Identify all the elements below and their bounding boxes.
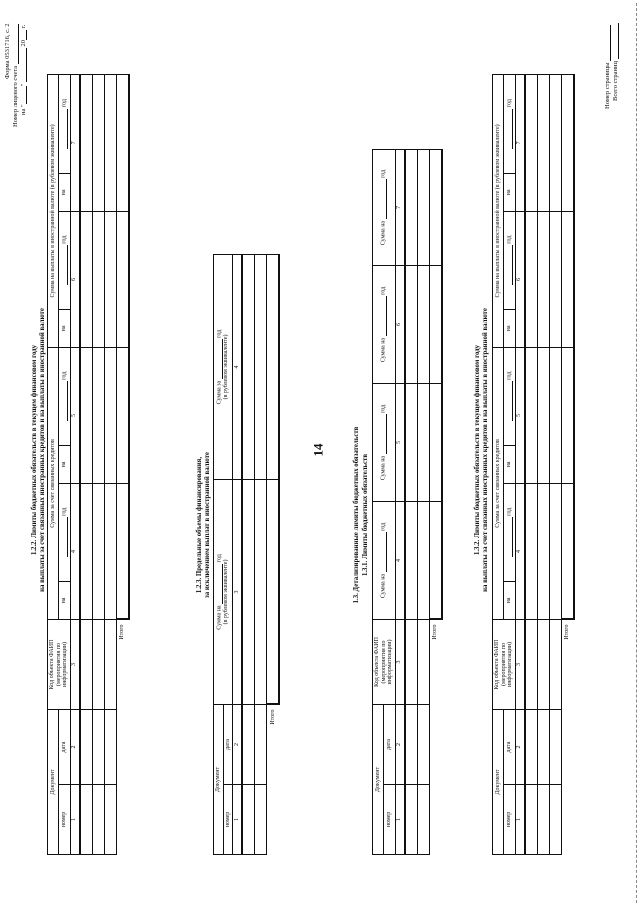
col-num: 6 (515, 211, 525, 347)
on-label: на (59, 173, 71, 211)
sum-header: Сумма на год (373, 149, 396, 265)
col-num: 2 (70, 709, 80, 784)
on-label: на (504, 445, 516, 483)
year-label: год (504, 211, 516, 309)
year-label: год (504, 347, 516, 445)
number-header: номер (223, 785, 233, 855)
doc-header: Документ (493, 709, 504, 854)
date-header: дата (59, 709, 71, 784)
date-header: дата (504, 709, 516, 784)
date-header: дата (223, 704, 233, 784)
col-num: 4 (233, 254, 243, 479)
year-label: год (59, 211, 71, 309)
col-num: 6 (70, 211, 80, 347)
year-label: год (504, 74, 516, 173)
col-num: 5 (70, 347, 80, 483)
col-num: 5 (395, 383, 405, 501)
account-label: Номер лицевого счета (12, 24, 19, 127)
sheet-edge-line (636, 3, 637, 903)
on-label: на (504, 309, 516, 347)
report-date: на "" 20 г. (20, 24, 27, 115)
col-num: 4 (70, 483, 80, 619)
col-num: 7 (515, 74, 525, 211)
section-132-title-2: на выплаты за счет связанных иностранных кредитов и на выплаты в иностранной валюте (482, 308, 489, 592)
col-num: 1 (233, 785, 243, 855)
on-label: на (504, 173, 516, 211)
col-num: 6 (395, 265, 405, 383)
page-no-field: Номер страницы (604, 25, 611, 109)
year-label: год (59, 347, 71, 445)
section-132-title-1: 1.3.2. Лимиты бюджетных обязательств в текущем финансовом году (474, 344, 481, 556)
foreign-header: Сумма на выплаты в иностранной валюте (в рублевом эквиваленте) (48, 74, 59, 347)
date-header: дата (384, 704, 395, 784)
col-num: 2 (233, 704, 243, 784)
col-num: 3 (515, 619, 525, 709)
code-header: Код объекта ФАИП (мероприятия по информатизации) (373, 619, 396, 704)
on-label: на (504, 581, 516, 619)
sum-header: Сумма на год (373, 383, 396, 501)
section-122-title-2: на выплаты за счет связанных иностранных кредитов и на выплаты в иностранной валюте (39, 308, 46, 592)
col-num: 3 (233, 479, 243, 704)
col-num: 1 (70, 785, 80, 855)
number-header: номер (384, 785, 395, 855)
year-label: год (504, 483, 516, 581)
total-label: Итого (119, 624, 126, 640)
section-13-title: 1.3. Детализированные лимиты бюджетных обязательств (353, 426, 360, 604)
foreign-header: Сумма на выплаты в иностранной валюте (в рублевом эквиваленте) (493, 74, 504, 347)
col-num: 5 (515, 347, 525, 483)
col-num: 3 (70, 619, 80, 709)
doc-header: Документ (214, 704, 224, 854)
section-123-title-1: 1.2.3. Предельные объемы финансирования, (196, 456, 203, 594)
total-pages-field: Всего страниц (612, 23, 619, 101)
credits-header: Сумма за счет связанных кредитов (48, 347, 59, 619)
number-header: номер (504, 785, 516, 855)
form-code: Форма 0531716, с. 2 (4, 23, 11, 79)
col-num: 4 (395, 501, 405, 619)
section-131-title: 1.3.1. Лимиты бюджетных обязательств (362, 453, 369, 577)
sum-a-header: Сумма на год (в рублевом эквиваленте) (214, 479, 233, 704)
doc-header: Документ (373, 704, 384, 854)
sum-header: Сумма на год (373, 501, 396, 619)
year-label: год (59, 74, 71, 173)
table-122 (47, 74, 130, 855)
col-num: 1 (395, 785, 405, 855)
credits-header: Сумма за счет связанных кредитов (493, 347, 504, 619)
col-num: 2 (515, 709, 525, 784)
number-header: номер (59, 785, 71, 855)
code-header: Код объекта ФАИП (мероприятия по информатизации) (48, 619, 71, 709)
on-label: на (59, 309, 71, 347)
doc-header: Документ (48, 709, 59, 854)
table-123 (213, 254, 280, 855)
col-num: 3 (395, 619, 405, 704)
total-label: Итого (432, 624, 439, 640)
on-label: на (59, 445, 71, 483)
col-num: 4 (515, 483, 525, 619)
year-label: год (59, 483, 71, 581)
page-number: 14 (310, 443, 326, 457)
table-132 (492, 74, 575, 855)
table-131 (372, 149, 443, 855)
section-123-title-2: за исключением выплат в иностранной валюте (204, 452, 211, 598)
col-num: 7 (395, 149, 405, 265)
sum-b-header: Сумма за год (в рублевом эквиваленте) (214, 254, 233, 479)
on-label: на (59, 581, 71, 619)
col-num: 2 (395, 704, 405, 784)
total-label: Итого (564, 624, 571, 640)
sum-header: Сумма на год (373, 265, 396, 383)
total-label: Итого (269, 709, 276, 725)
col-num: 7 (70, 74, 80, 211)
code-header: Код объекта ФАИП (мероприятия по информатизации) (493, 619, 516, 709)
col-num: 1 (515, 785, 525, 855)
section-122-title-1: 1.2.2. Лимиты бюджетных обязательств в текущем финансовом году (31, 344, 38, 556)
